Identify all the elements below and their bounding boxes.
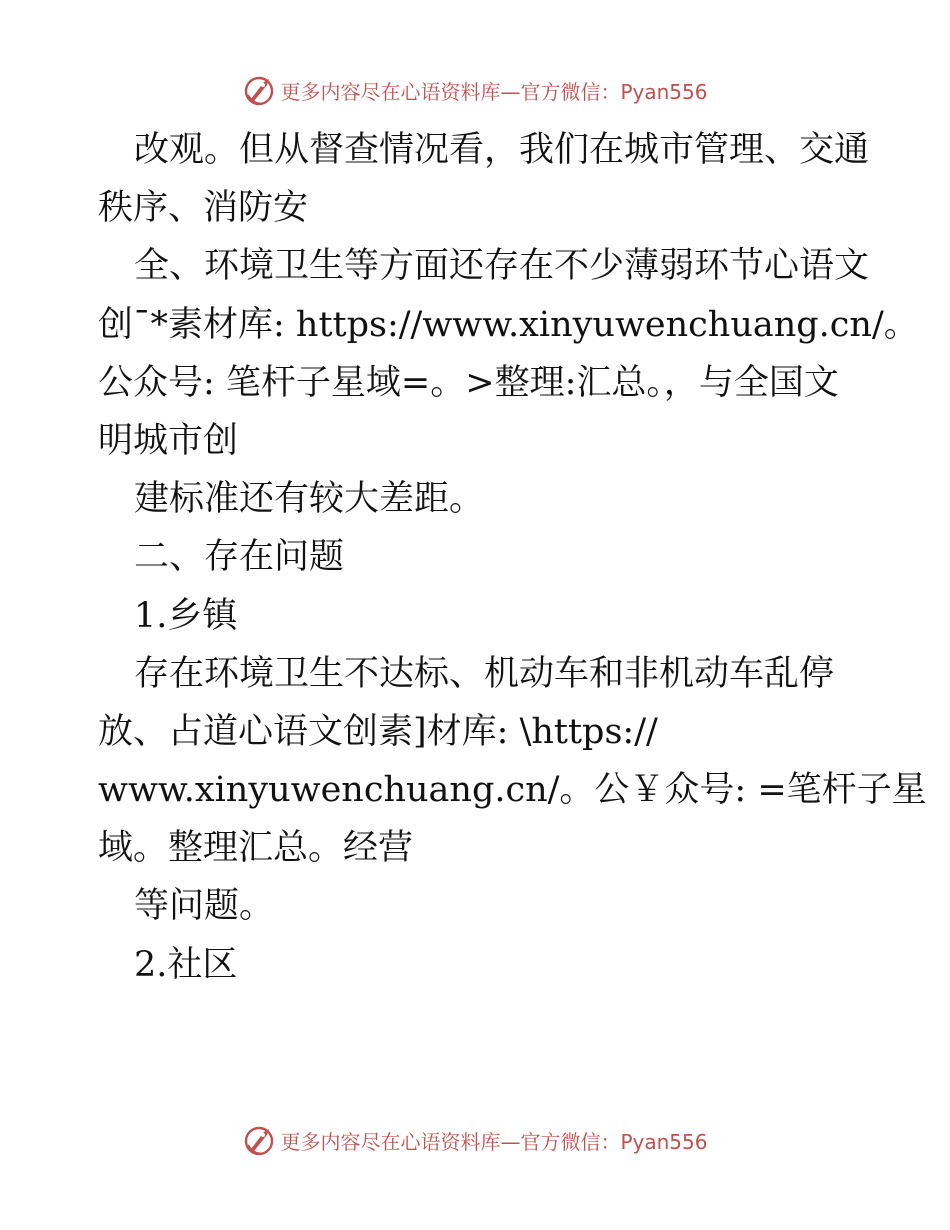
body-line: 秩序、消防安	[98, 188, 309, 229]
body-line: 改观。但从督查情况看，我们在城市管理、交通	[134, 130, 870, 170]
header-banner-suffix: —官方微信：Pyan556	[500, 79, 708, 104]
header-watermark-banner	[0, 70, 950, 110]
document-body	[98, 121, 927, 994]
section-heading: 二、存在问题	[134, 537, 345, 578]
body-line: 明城市创	[98, 420, 239, 461]
body-line: 公众号: 笔杆子星域=。>整理:汇总。，与全国文	[98, 362, 839, 403]
subsection-heading: 1.乡镇	[134, 595, 238, 636]
body-line: 创¯*素材库: https://www.xinyuwenchuang.cn/。	[98, 304, 919, 345]
subsection-heading: 2.社区	[134, 944, 238, 985]
header-banner-text: 更多内容尽在心语资料库	[280, 79, 501, 104]
body-line: 域。整理汇总。经营	[98, 828, 414, 869]
pen-nib-logo-icon	[242, 73, 276, 107]
body-line: 放、占道心语文创素]材库: \https://	[98, 711, 658, 752]
body-line: 建标准还有较大差距。	[134, 479, 485, 520]
pen-nib-logo-icon	[242, 1123, 276, 1157]
body-line: 等问题。	[134, 886, 275, 927]
body-line: 存在环境卫生不达标、机动车和非机动车乱停	[134, 653, 835, 694]
footer-banner-text: 更多内容尽在心语资料库	[280, 1129, 501, 1154]
footer-banner-suffix: —官方微信：Pyan556	[500, 1129, 708, 1154]
footer-watermark-banner	[0, 1120, 950, 1160]
body-line: 全、环境卫生等方面还存在不少薄弱环节心语文	[134, 246, 870, 287]
body-line: www.xinyuwenchuang.cn/。公￥众号: =笔杆子星	[98, 770, 927, 811]
